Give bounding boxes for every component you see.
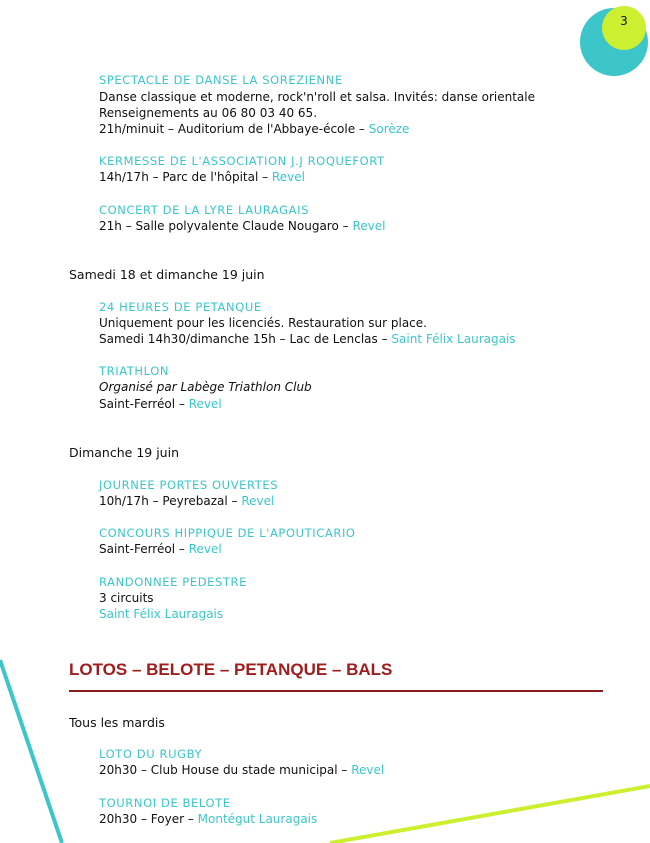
- event-time-place: [99, 812, 317, 826]
- section-title: LOTOS – BELOTE – PETANQUE – BALS: [69, 660, 393, 679]
- event-description: 3 circuits: [99, 591, 154, 605]
- time-place-text: 21h/minuit – Auditorium de l'Abbaye-école –: [99, 122, 369, 136]
- time-place-text: Saint-Ferréol –: [99, 542, 189, 556]
- section-divider: [69, 690, 603, 692]
- event-town: Revel: [352, 219, 386, 233]
- event-time-place: [99, 494, 274, 508]
- day-heading: Dimanche 19 juin: [69, 445, 179, 460]
- event-title: TOURNOI DE BELOTE: [99, 796, 231, 810]
- event-town: Saint Félix Lauragais: [99, 607, 224, 621]
- time-place-text: 10h/17h – Peyrebazal –: [99, 494, 242, 508]
- time-place-text: Samedi 14h30/dimanche 15h – Lac de Lenclas –: [99, 332, 392, 346]
- time-place-text: 20h30 – Club House du stade municipal –: [99, 763, 352, 777]
- lime-diagonal-line: [330, 786, 650, 843]
- event-contact: Renseignements au 06 80 03 40 65.: [99, 106, 318, 120]
- event-time-place: [99, 219, 385, 233]
- event-town: Montégut Lauragais: [197, 812, 318, 826]
- time-place-text: 21h – Salle polyvalente Claude Nougaro –: [99, 219, 353, 233]
- event-time-place: [99, 763, 384, 777]
- time-place-text: 20h30 – Foyer –: [99, 812, 198, 826]
- event-description: Danse classique et moderne, rock'n'roll et salsa. Invités: danse orientale: [99, 90, 535, 104]
- event-time-place: [99, 332, 516, 346]
- event-title: CONCOURS HIPPIQUE DE L'APOUTICARIO: [99, 526, 356, 540]
- teal-diagonal-line: [0, 660, 62, 843]
- event-title: SPECTACLE DE DANSE LA SOREZIENNE: [99, 73, 343, 87]
- page-number: 3: [602, 6, 646, 50]
- time-place-text: Saint-Ferréol –: [99, 397, 189, 411]
- event-town: Revel: [188, 542, 222, 556]
- day-heading: Samedi 18 et dimanche 19 juin: [69, 267, 265, 282]
- event-title: 24 HEURES DE PETANQUE: [99, 300, 262, 314]
- event-title: CONCERT DE LA LYRE LAURAGAIS: [99, 203, 310, 217]
- event-time-place: [99, 542, 222, 556]
- event-title: LOTO DU RUGBY: [99, 747, 203, 761]
- event-title: JOURNEE PORTES OUVERTES: [99, 478, 279, 492]
- event-town: Revel: [351, 763, 385, 777]
- event-town: Sorèze: [368, 122, 410, 136]
- day-heading: Tous les mardis: [69, 715, 165, 730]
- event-time-place: [99, 170, 305, 184]
- event-town: Revel: [271, 170, 305, 184]
- event-town: Revel: [241, 494, 275, 508]
- event-description: Organisé par Labège Triathlon Club: [99, 380, 312, 394]
- event-town: Revel: [188, 397, 222, 411]
- event-description: Uniquement pour les licenciés. Restauration sur place.: [99, 316, 427, 330]
- time-place-text: 14h/17h – Parc de l'hôpital –: [99, 170, 272, 184]
- event-title: RANDONNEE PEDESTRE: [99, 575, 247, 589]
- event-time-place: [99, 397, 222, 411]
- event-time-place: [99, 122, 409, 136]
- event-title: TRIATHLON: [99, 364, 170, 378]
- event-town: Saint Félix Lauragais: [391, 332, 516, 346]
- event-title: KERMESSE DE L'ASSOCIATION J.J ROQUEFORT: [99, 154, 385, 168]
